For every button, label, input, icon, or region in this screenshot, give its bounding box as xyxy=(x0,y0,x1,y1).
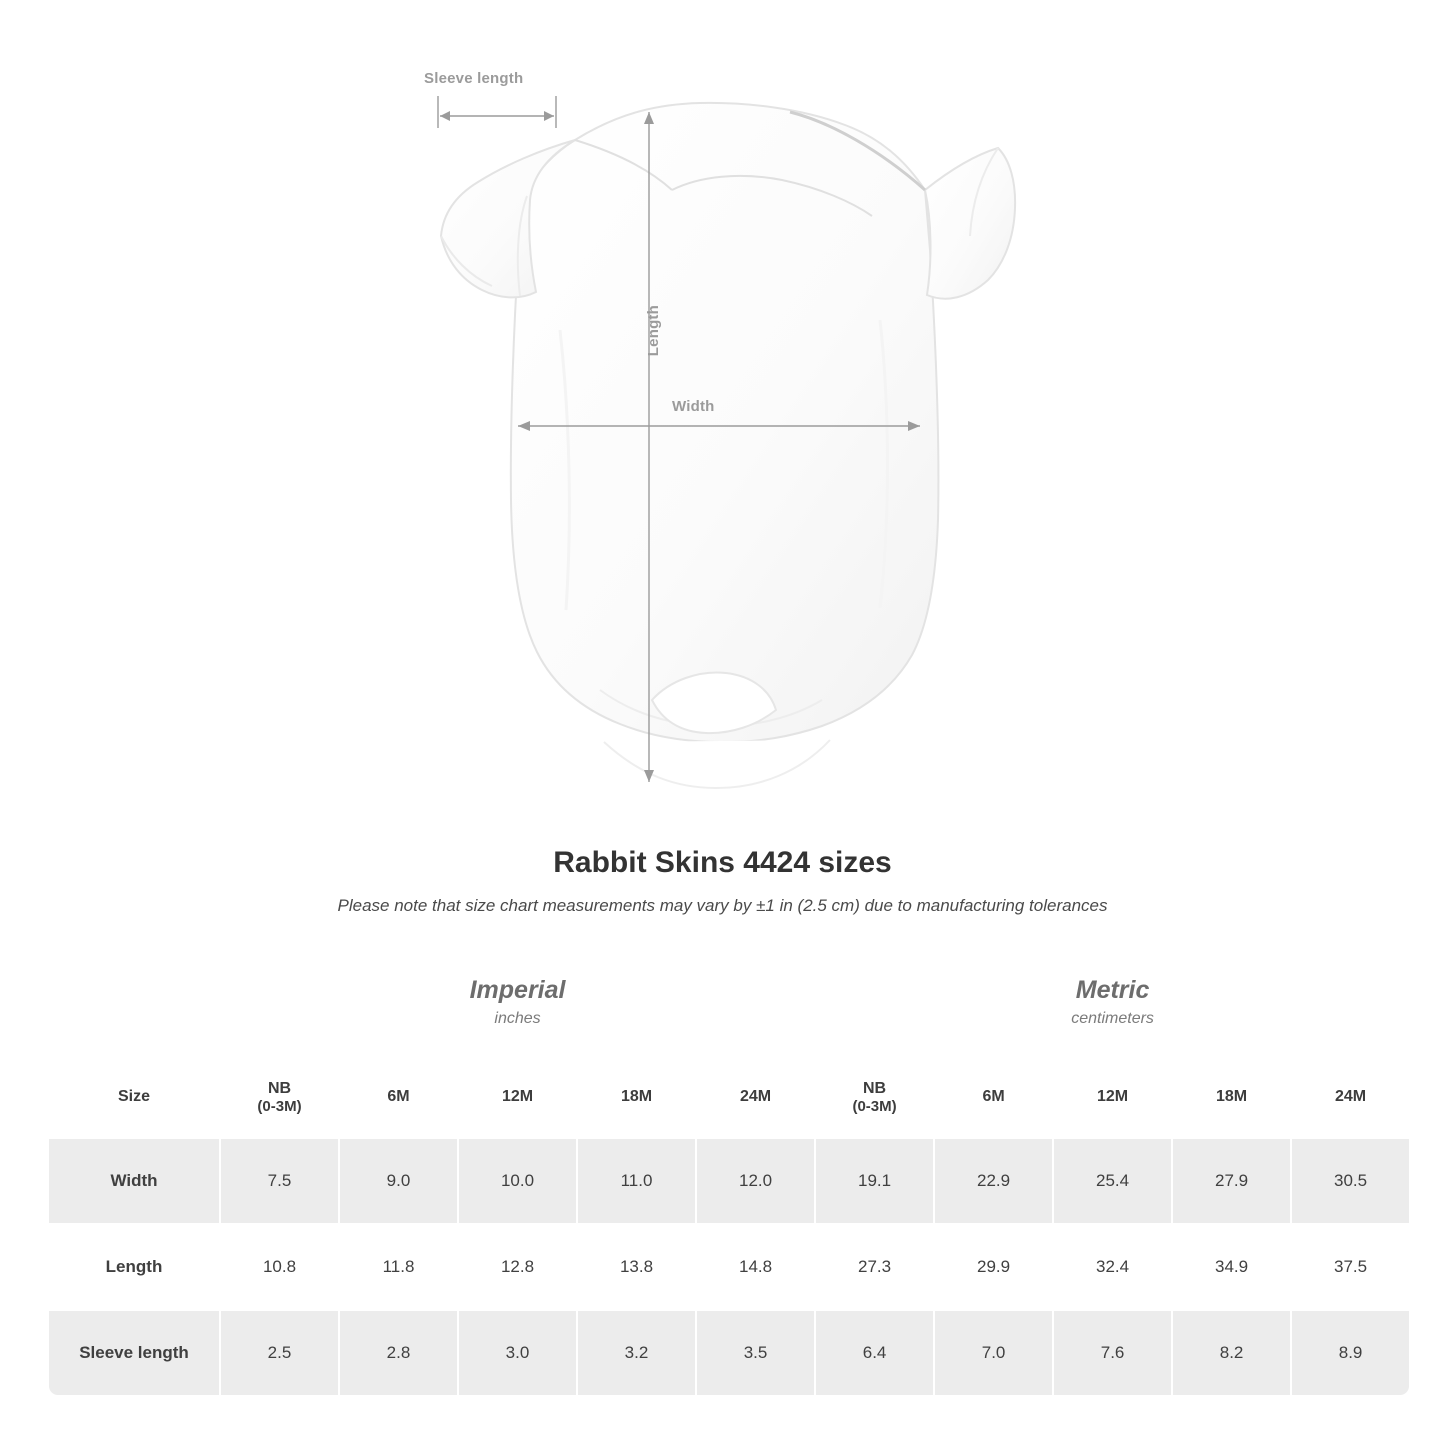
row-label-sleeve-length: Sleeve length xyxy=(48,1310,220,1396)
row-label-length: Length xyxy=(48,1224,220,1310)
column-header-8: 18M xyxy=(1172,1056,1291,1138)
cell-sleeve-8: 8.2 xyxy=(1172,1310,1291,1396)
unit-group-imperial xyxy=(220,950,815,1056)
cell-sleeve-7: 7.6 xyxy=(1053,1310,1172,1396)
column-header-7: 12M xyxy=(1053,1056,1172,1138)
column-header-1: 6M xyxy=(339,1056,458,1138)
cell-length-5: 27.3 xyxy=(815,1224,934,1310)
cell-width-4: 12.0 xyxy=(696,1138,815,1224)
cell-width-7: 25.4 xyxy=(1053,1138,1172,1224)
column-header-size: Size xyxy=(48,1056,220,1138)
cell-width-3: 11.0 xyxy=(577,1138,696,1224)
size-table xyxy=(48,950,1410,1396)
column-header-0-label: NB xyxy=(267,1079,292,1097)
cell-width-9: 30.5 xyxy=(1291,1138,1410,1224)
column-header-5-sublabel: (0-3M) xyxy=(852,1097,897,1115)
unit-name-metric: Metric xyxy=(1075,975,1150,1004)
unit-sub-imperial: inches xyxy=(494,1009,541,1027)
table-corner xyxy=(48,950,220,1056)
cell-sleeve-1: 2.8 xyxy=(339,1310,458,1396)
cell-width-5: 19.1 xyxy=(815,1138,934,1224)
width-label: Width xyxy=(672,398,715,415)
table-row xyxy=(48,1224,1410,1310)
column-header-0-sublabel: (0-3M) xyxy=(257,1097,302,1115)
cell-width-6: 22.9 xyxy=(934,1138,1053,1224)
column-header-6: 6M xyxy=(934,1056,1053,1138)
unit-row xyxy=(48,950,1410,1056)
table-row xyxy=(48,1138,1410,1224)
cell-length-3: 13.8 xyxy=(577,1224,696,1310)
page-title: Rabbit Skins 4424 sizes xyxy=(553,846,892,879)
cell-sleeve-4: 3.5 xyxy=(696,1310,815,1396)
cell-length-2: 12.8 xyxy=(458,1224,577,1310)
cell-sleeve-2: 3.0 xyxy=(458,1310,577,1396)
column-header-3: 18M xyxy=(577,1056,696,1138)
sleeve-length-label: Sleeve length xyxy=(424,70,524,87)
cell-sleeve-0: 2.5 xyxy=(220,1310,339,1396)
cell-length-8: 34.9 xyxy=(1172,1224,1291,1310)
cell-length-9: 37.5 xyxy=(1291,1224,1410,1310)
unit-name-imperial: Imperial xyxy=(469,975,566,1004)
column-header-2: 12M xyxy=(458,1056,577,1138)
cell-sleeve-9: 8.9 xyxy=(1291,1310,1410,1396)
tolerance-note: Please note that size chart measurements may vary by ±1 in (2.5 cm) due to manufacturing tolerances xyxy=(337,896,1108,915)
cell-width-1: 9.0 xyxy=(339,1138,458,1224)
cell-width-2: 10.0 xyxy=(458,1138,577,1224)
length-label: Length xyxy=(645,305,662,357)
column-header-row xyxy=(48,1056,1410,1138)
title-block xyxy=(0,846,1445,916)
column-header-0 xyxy=(220,1056,339,1138)
unit-sub-metric: centimeters xyxy=(1071,1009,1154,1027)
cell-length-0: 10.8 xyxy=(220,1224,339,1310)
cell-sleeve-6: 7.0 xyxy=(934,1310,1053,1396)
column-header-9: 24M xyxy=(1291,1056,1410,1138)
cell-length-4: 14.8 xyxy=(696,1224,815,1310)
cell-width-0: 7.5 xyxy=(220,1138,339,1224)
size-table-wrap xyxy=(48,950,1397,1396)
cell-sleeve-5: 6.4 xyxy=(815,1310,934,1396)
row-label-width: Width xyxy=(48,1138,220,1224)
cell-length-1: 11.8 xyxy=(339,1224,458,1310)
cell-length-7: 32.4 xyxy=(1053,1224,1172,1310)
cell-sleeve-3: 3.2 xyxy=(577,1310,696,1396)
unit-group-metric xyxy=(815,950,1410,1056)
column-header-4: 24M xyxy=(696,1056,815,1138)
cell-width-8: 27.9 xyxy=(1172,1138,1291,1224)
table-row xyxy=(48,1310,1410,1396)
column-header-5-label: NB xyxy=(863,1079,887,1097)
cell-length-6: 29.9 xyxy=(934,1224,1053,1310)
column-header-5 xyxy=(815,1056,934,1138)
